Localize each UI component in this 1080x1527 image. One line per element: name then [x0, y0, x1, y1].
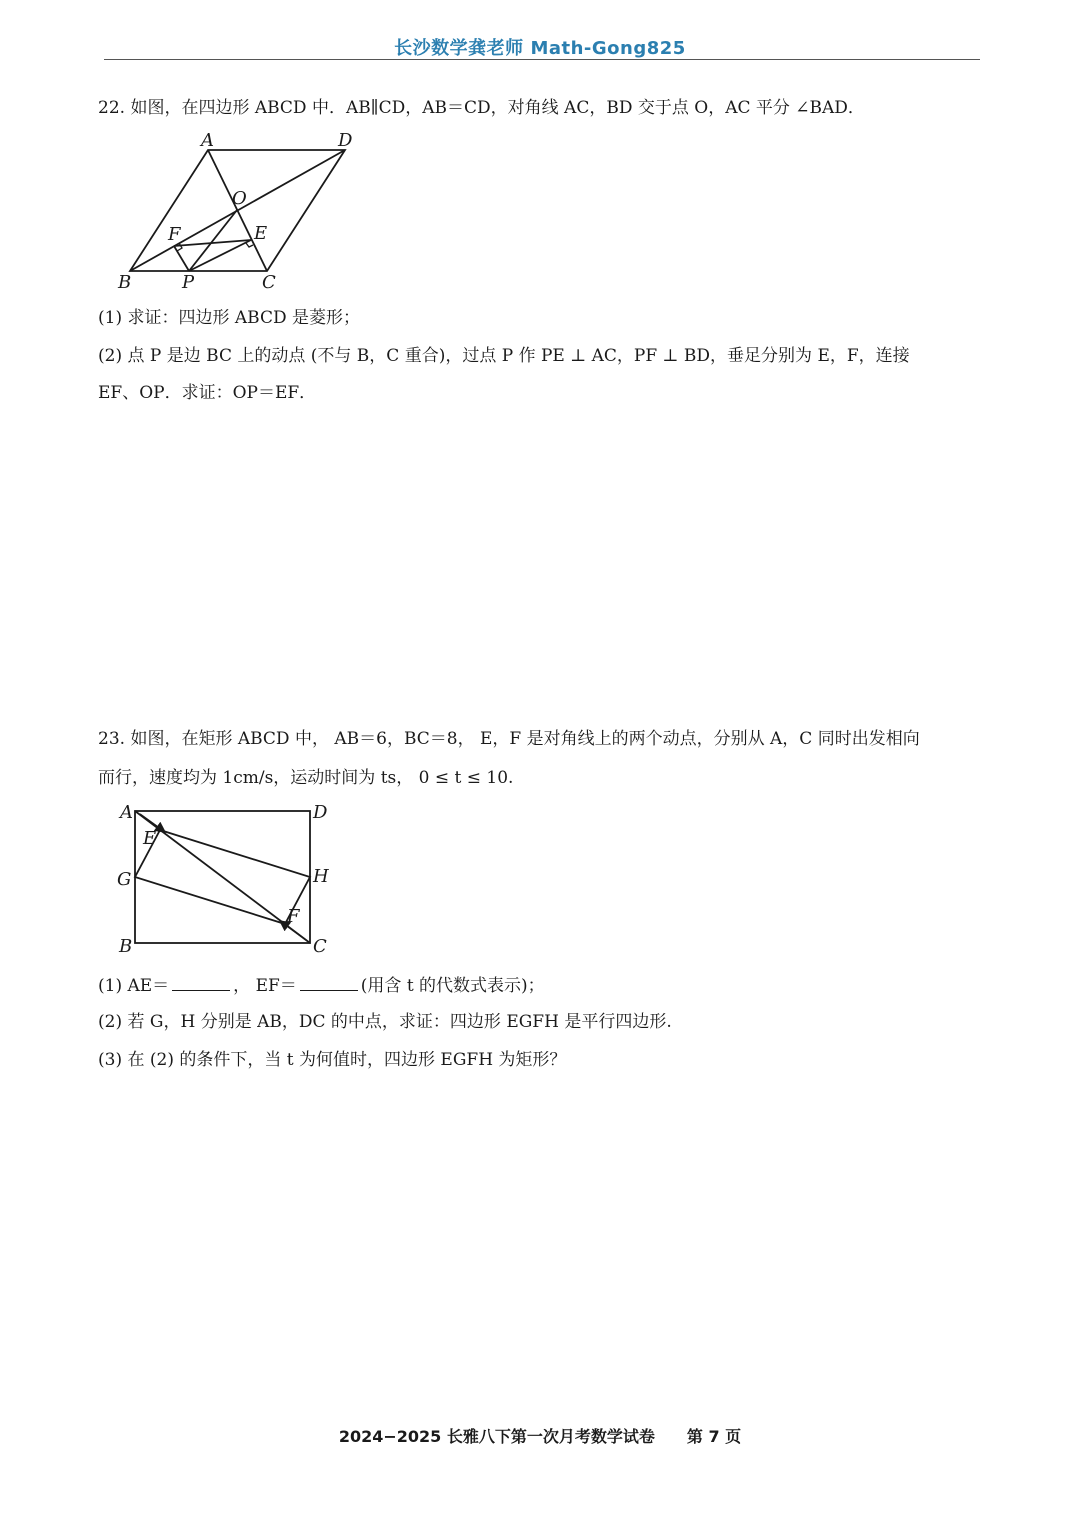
label-e: E [254, 223, 268, 244]
right-angle-e [246, 243, 253, 247]
q22-figure-rhombus [110, 128, 370, 293]
q23-part2: (2) 若 G，H 分别是 AB，DC 的中点，求证：四边形 EGFH 是平行四边形. [98, 1012, 672, 1032]
label-p: P [182, 272, 195, 293]
q23-figure-rectangle [110, 796, 340, 961]
label-a: A [120, 802, 133, 823]
q23-part1-ef: ， EF＝ [233, 976, 297, 996]
q23-part1-note: (用含 t 的代数式表示)； [360, 976, 545, 996]
q23-part1 [98, 972, 982, 998]
label-f: F [287, 906, 300, 927]
answer-blank-ae[interactable] [172, 972, 230, 991]
label-b: B [118, 272, 132, 293]
page-header-title: 长沙数学龚老师 Math-Gong825 [394, 38, 686, 59]
label-c: C [262, 272, 276, 293]
page-footer [0, 1424, 1080, 1447]
footer-exam-title: 2024−2025 长雅八下第一次月考数学试卷 [338, 1427, 655, 1446]
q23-stem-line1: 23. 如图，在矩形 ABCD 中， AB＝6，BC＝8， E，F 是对角线上的两个动点，分别从 A，C 同时出发相向 [98, 729, 920, 749]
label-b: B [119, 936, 133, 957]
segment-pf [174, 246, 189, 271]
footer-page-number: 第 7 页 [686, 1427, 742, 1446]
q22-stem: 22. 如图，在四边形 ABCD 中．AB∥CD，AB＝CD，对角线 AC，BD 交于点 O，AC 平分 ∠BAD． [98, 98, 865, 118]
label-o: O [232, 188, 247, 209]
answer-blank-ef[interactable] [300, 972, 358, 991]
label-a: A [201, 130, 214, 151]
q22-part1: (1) 求证：四边形 ABCD 是菱形； [98, 308, 361, 328]
q23-stem-line2: 而行，速度均为 1cm/s，运动时间为 ts， 0 ≤ t ≤ 10. [98, 768, 514, 788]
label-h: H [313, 866, 329, 887]
q22-part2-line1: (2) 点 P 是边 BC 上的动点 (不与 B，C 重合)，过点 P 作 PE ⊥ AC，PF ⊥ BD，垂足分别为 E，F，连接 [98, 346, 910, 366]
header-divider [104, 59, 980, 60]
q22-part2-line2: EF、OP．求证：OP＝EF． [98, 383, 317, 403]
label-d: D [338, 130, 353, 151]
label-f: F [168, 224, 181, 245]
label-g: G [117, 869, 132, 890]
q23-part1-ae: (1) AE＝ [98, 976, 170, 996]
segment-op [189, 210, 237, 271]
label-e: E [143, 828, 157, 849]
label-d: D [313, 802, 328, 823]
q23-part3: (3) 在 (2) 的条件下，当 t 为何值时，四边形 EGFH 为矩形？ [98, 1050, 567, 1070]
label-c: C [313, 936, 327, 957]
